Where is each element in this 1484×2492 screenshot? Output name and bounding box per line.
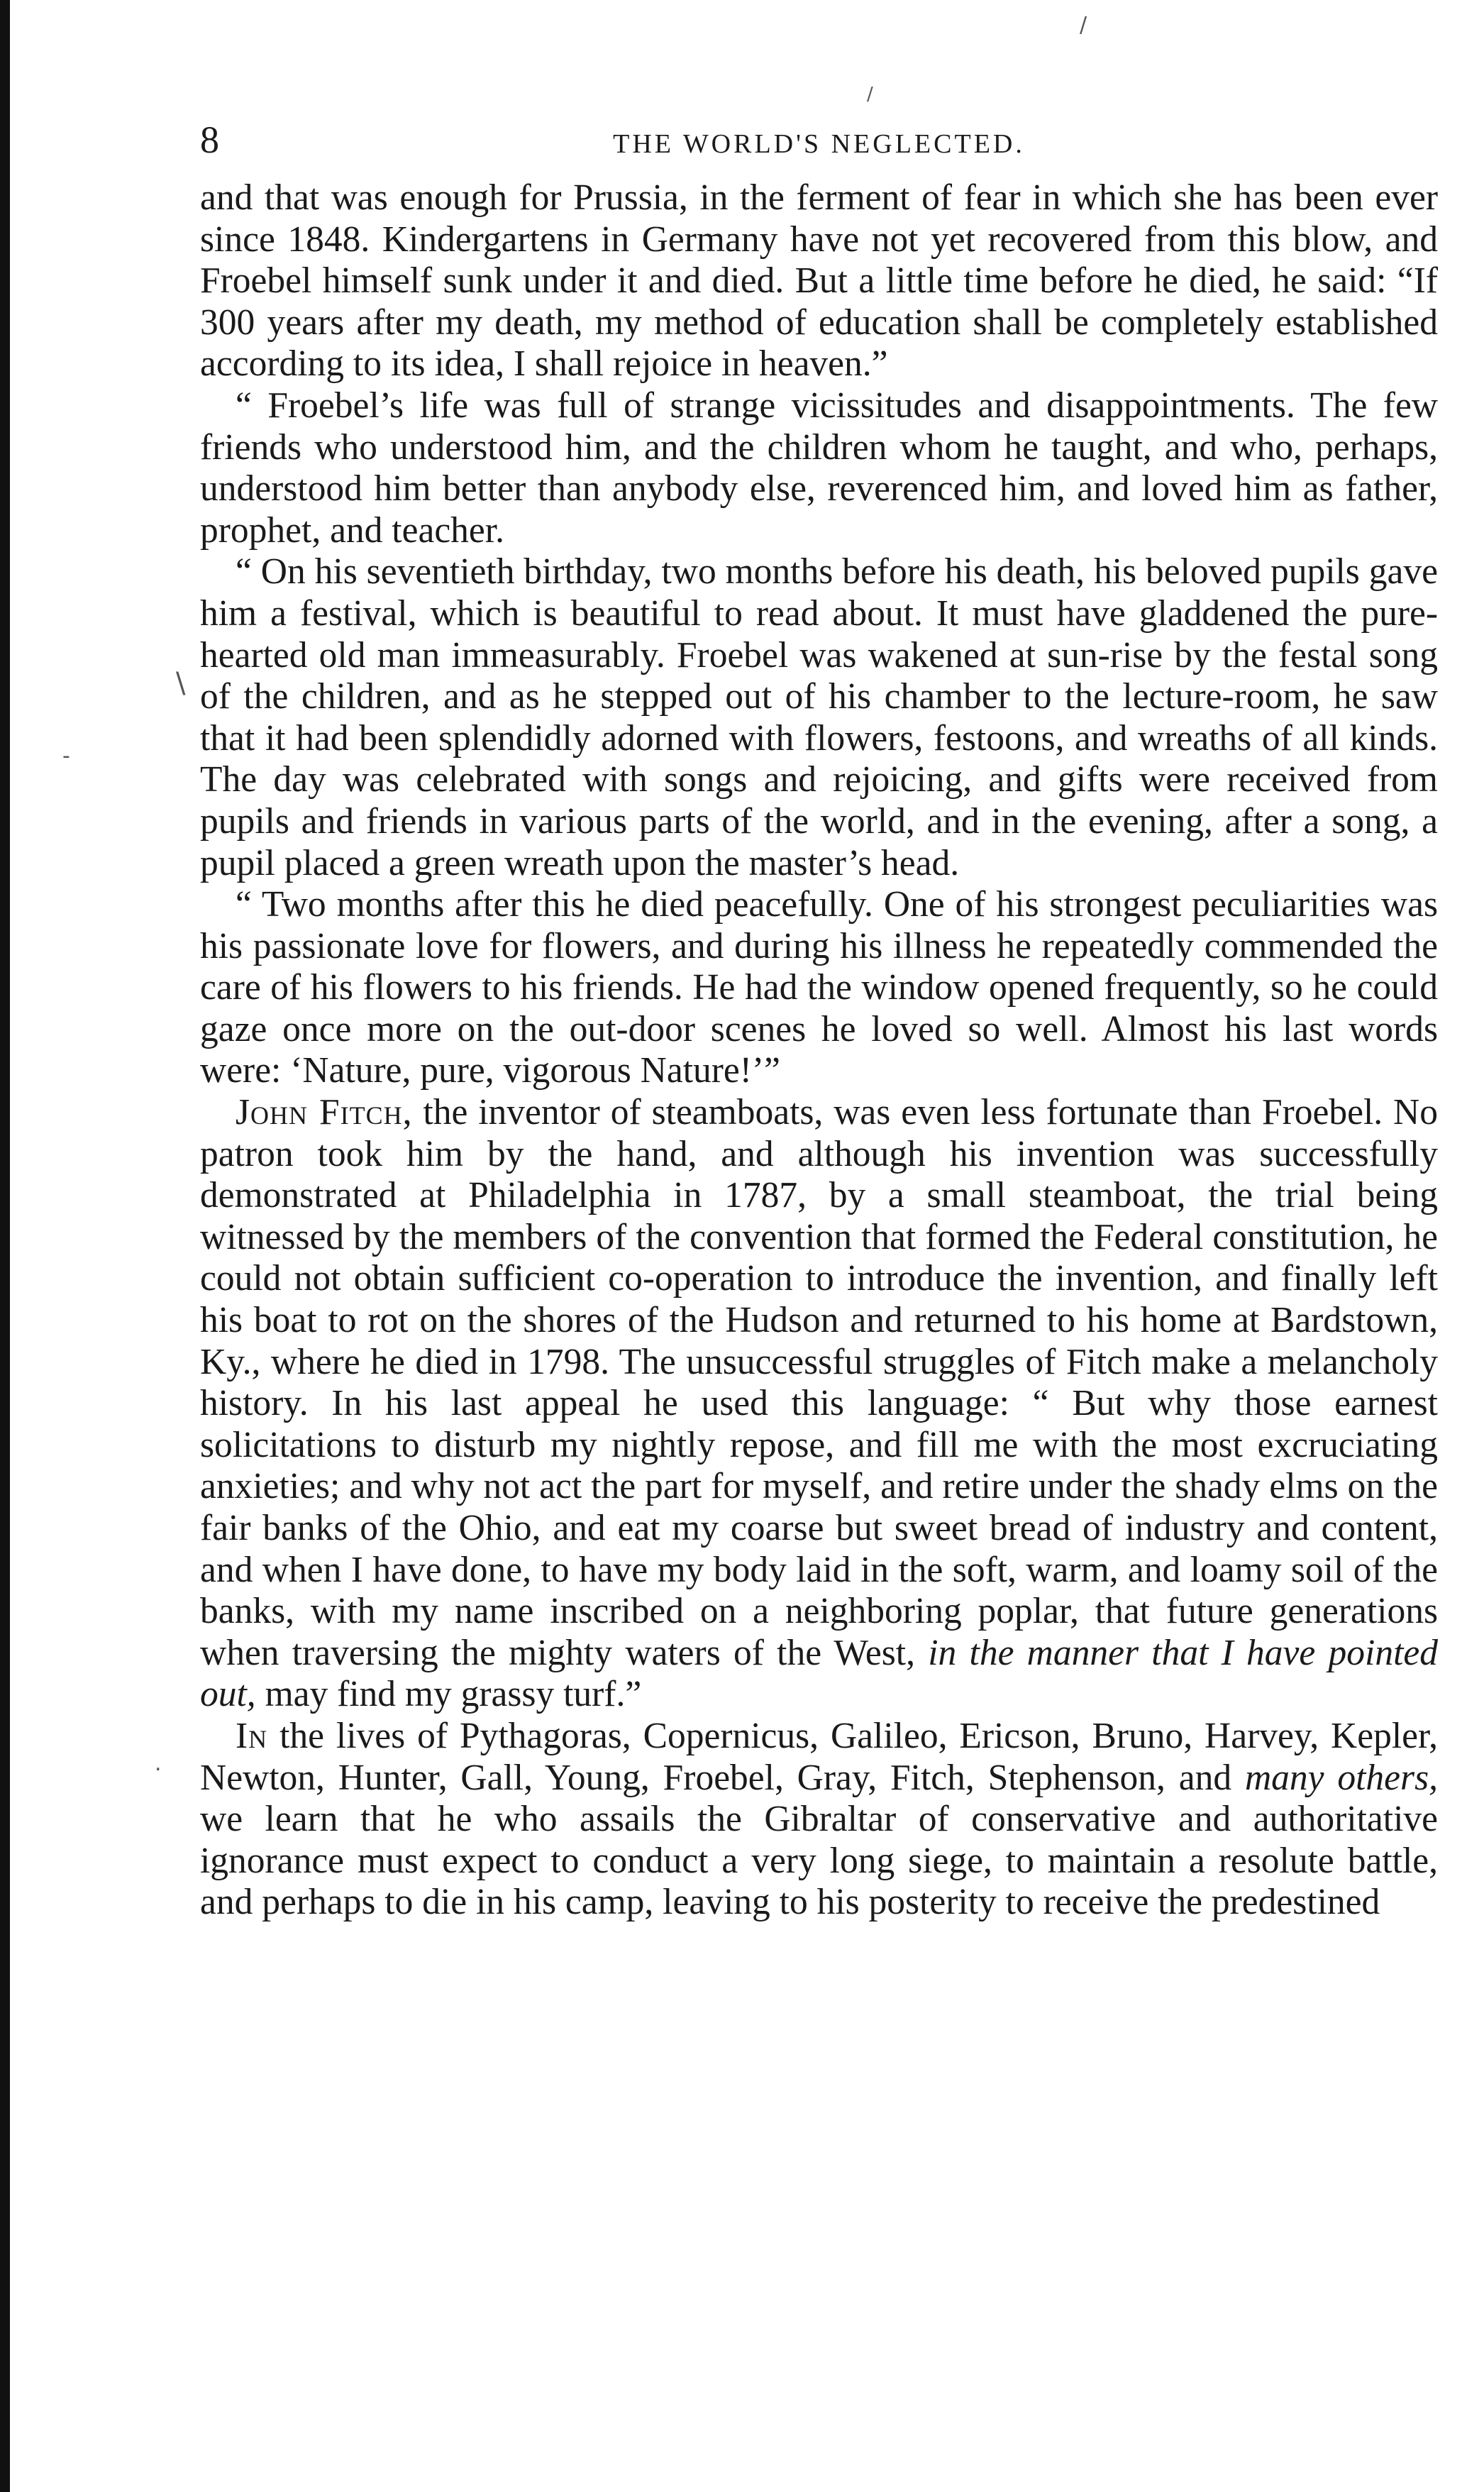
body-text <box>200 177 1438 1924</box>
italic-run: in the manner that I have pointed out, <box>200 1632 1438 1715</box>
person-name: John Fitch, <box>236 1092 413 1133</box>
book-page <box>200 114 1438 1924</box>
text-run: may find my grassy turf.” <box>255 1674 642 1715</box>
running-head <box>200 114 1438 177</box>
margin-mark: \ <box>176 667 186 700</box>
paragraph: and that was enough for Prussia, in the ferment of fear in which she has been ever since 1848. Kindergartens in Germany have not yet recovered from this blow, and Froebel himself sunk under it and died. But a little time before he died, he said: “If 300 years after my death, my method of education shall be completely established according to its idea, I shall rejoice in heaven.” <box>200 177 1438 385</box>
stray-mark: / <box>867 84 873 105</box>
margin-mark: - <box>62 744 70 768</box>
running-title: THE WORLD'S NEGLECTED. <box>613 129 1025 159</box>
italic-run: many others, <box>1244 1757 1438 1798</box>
text-run: the lives of Pythagoras, Copernicus, Galileo, Ericson, Bruno, Harvey, Kepler, Newton, Hunter, Gall, Young, Froebel, Gray, Fitch, Stephenson, and <box>200 1715 1438 1798</box>
stray-mark: / <box>1080 13 1087 38</box>
paragraph: “ Froebel’s life was full of strange vicissitudes and disappointments. The few friends who understood him, and the children whom he taught, and who, perhaps, understood him better than anybody else, reverenced him, and loved him as father, prophet, and teacher. <box>200 385 1438 551</box>
paragraph <box>200 1716 1438 1924</box>
lead-word: In <box>236 1715 268 1756</box>
text-run: the inventor of steamboats, was even less fortunate than Froebel. No patron took him by the hand, and although his invention was successfully demonstrated at Philadelphia in 1787, by a small steamboat, the trial being witnessed by the members of the convention that formed the Federal constitution, he could not obtain sufficient co-operation to introduce the invention, and finally left his boat to rot on the shores of the Hudson and returned to his home at Bardstown, Ky., where he died in 1798. The unsuccessful struggles of Fitch make a melancholy history. In his last appeal he used this language: “ But why those earnest solicitations to disturb my nightly repose, and fill me with the most excruciating anxieties; and why not act the part for myself, and retire under the shady elms on the fair banks of the Ohio, and eat my coarse but sweet bread of industry and content, and when I have done, to have my body laid in the soft, warm, and loamy soil of the banks, with my name inscribed on a neighboring poplar, that future generations when traversing the mighty waters of the West, <box>200 1092 1438 1673</box>
margin-mark: . <box>155 1751 162 1776</box>
page-number: 8 <box>200 118 219 161</box>
book-spine-edge <box>0 0 10 2492</box>
paragraph <box>200 1092 1438 1716</box>
text-run: we learn that he who assails the Gibraltar of conservative and authoritative ignorance must expect to conduct a very long siege, to maintain a resolute battle, and perhaps to die in his camp, leaving to his posterity to receive the predestined <box>200 1799 1438 1923</box>
paragraph: “ Two months after this he died peacefully. One of his strongest peculiarities was his passionate love for flowers, and during his illness he repeatedly commended the care of his flowers to his friends. He had the window opened frequently, so he could gaze once more on the out-door scenes he loved so well. Almost his last words were: ‘Nature, pure, vigorous Nature!’” <box>200 884 1438 1091</box>
paragraph: “ On his seventieth birthday, two months before his death, his beloved pupils gave him a festival, which is beautiful to read about. It must have gladdened the pure-hearted old man immeasurably. Froebel was wakened at sun-rise by the festal song of the children, and as he stepped out of his chamber to the lecture-room, he saw that it had been splendidly adorned with flowers, festoons, and wreaths of all kinds. The day was celebrated with songs and rejoicing, and gifts were received from pupils and friends in various parts of the world, and in the evening, after a song, a pupil placed a green wreath upon the master’s head. <box>200 551 1438 883</box>
